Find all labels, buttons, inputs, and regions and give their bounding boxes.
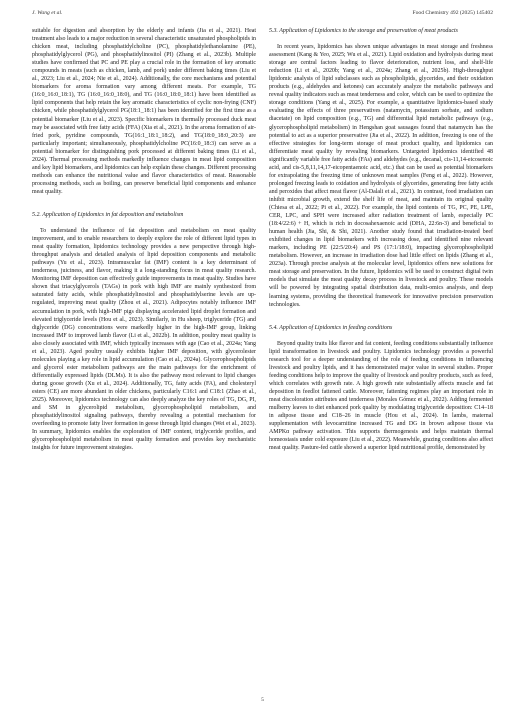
section-heading-5-3: 5.3. Application of Lipidomics to the storage and preservation of meat products <box>269 28 458 34</box>
paragraph: Beyond quality traits like flavor and fat content, feeding conditions substantially influence lipid transformation in livestock and poultry. Lipidomics technology provides a powerful research tool for a deeper understanding of the role of feeding conditions in influencing livestock and poultry lipids, and it has demonstrated major value in several studies. Proper feeding conditions help to improve the quality of livestock and poultry products, such as feed, which correlates with growth rate. A high growth rate substantially affects muscle and fat deposition in feedlot fattened cattle. Moreover, fattening regimes play an important role in meat discoloration attributes and tenderness (Morales Gómez et al., 2022). Adding fermented mulberry leaves to diet enhanced pork quality by modulating triglyceride deposition: C14–18 in adipose tissue and C18–26 in muscle (Hou et al., 2024). In lambs, maternal supplementation with levocarnitine increased TG and DG in brown adipose tissue via AMPKα pathway activation. This supports thermogenesis and helps maintain thermal homeostasis under cold exposure (Liu et al., 2022). Meanwhile, grazing conditions also affect meat quality. Pasture-fed cattle showed a superior lipid nutritional profile, demonstrated by <box>269 340 493 452</box>
right-column <box>269 27 493 452</box>
header-authors: J. Wang et al. <box>32 10 63 16</box>
header-journal: Food Chemistry 492 (2025) 145402 <box>412 10 493 16</box>
left-column <box>32 27 256 452</box>
paragraph: In recent years, lipidomics has shown unique advantages in meat storage and freshness assessment (Kang & Yeo, 2025; Wu et al., 2021). Lipid oxidation and hydrolysis during meat storage are central factors leading to flavor deterioration, nutrient loss, and shelf-life reduction (Li et al., 2020b; Yang et al., 2024a; Zhang et al., 2025b). High-throughput lipidomic analysis of lipid subclasses such as phospholipids, glycerides, and their oxidation products (e.g., aldehydes and ketones) can accurately analyze the metabolic pathways and reveal quality indicators such as meat tenderness and color, which can be used to optimize the storage conditions (Yang et al., 2025). For example, a quantitative lipidomics-based study evaluating the effects of three preservatives (natamycin, potassium sorbate, and sodium diacetate) on lipid composition (e.g., TG) and differential lipid metabolic pathways (e.g., glycerophospholipid metabolism) in Hengshan goat sausages found that natamycin has the potential to act as a superior preservative (Jia et al., 2022). In addition, freezing is one of the effective strategies for long-term storage of meat product quality, and lipidomics can differentiate meat quality by revealing biomarkers. Untargeted lipidomics identified 48 significantly variable free fatty acids (FAs) and aldehydes (e.g., decanal, cis-11,14-eicosenoic acid, and cis-5,8,11,14,17-eicopentaenoic acid, etc.) that can be used as potential biomarkers for extrapolating the freezing time of unknown meat samples (Feng et al., 2022). However, prolonged freezing leads to oxidation and hydrolysis of glycerides, generating free fatty acids and peroxides that affect meat flavor (Al-Dalali et al., 2021). In contrast, food irradiation can inhibit microbial growth, extend the shelf life of meat, and maintain its original quality (Chiesa et al., 2022; Pi et al., 2022). For example, the lipid contents of TG, PC, PE, LPE, CER, LPC, and SPH were increased after radiation treatment of lamb, especially PC (18:4/22:6) + H, which is rich in docosahexaenoic acid (DHA, 22:6n-3) and beneficial to human health (Jia, Shi, & Shi, 2021). Another study found that irradiation-treated beef exhibited changes in lipid biomarkers with increasing dose, and identified nine relevant markers, including PE (22:5/20:4) and PS (17:1/18:0), impacting glycerophospholipid metabolism. However, an increase in irradiation dose had little effect on lipids (Zhang et al., 2023a). Through precise analysis at the molecular level, lipidomics offers new solutions for meat storage and preservation. In the future, lipidomics will be used to construct digital twin models that simulate the meat quality decay process in livestock and poultry. These models will be powered by integrating spatial distribution data, multi-omics analysis, and deep learning systems, providing the theoretical framework for innovative precision preservation technologies. <box>269 44 493 308</box>
paragraph: To understand the influence of fat deposition and metabolism on meat quality improvement, and to enable researchers to deeply explore the role of different lipid types in meat quality formation, lipidomics technology provides a new perspective through high-throughput analysis and detailed analysis of lipid deposition components and metabolic pathways (Yu et al., 2023). Intramuscular fat (IMF) content is a key determinant of tenderness, juiciness, and flavor, making it a long-standing focus in meat quality research. Monitoring IMF deposition can effectively guide improvements in meat quality. Studies have shown that triacylglycerols (TAGs) in pork with high IMF are mainly synthesized from saturated fatty acids, while phosphatidylinositol and phosphatidylserine levels are up-regulated, improving meat quality (Zhou et al., 2021). Adipocytes notably influence IMF accumulation in pork, with high-IMF pigs displaying accelerated lipid droplet formation and elevated triglyceride levels (Hou et al., 2023). Similarly, in Hu sheep, triglyceride (TG) and diglyceride (DG) concentrations were markedly higher in the high-IMF group, linking increased IMF to improved lamb flavor (Li et al., 2022b). In addition, poultry meat quality is also closely associated with IMF, which typically increases with age (Cao et al., 2024a; Yang et al., 2023). Aged poultry usually exhibits higher IMF deposition, with glycerolester molecules playing a key role in lipid accumulation (Cao et al., 2024a). Glycerophospholipids and glycerol ester metabolism pathways are the main pathways for the enrichment of differentially expressed lipids (DLMs). It is also the pathway most relevant to lipid changes during goose growth (Xu et al., 2024). Additionally, TG, fatty acids (FA), and cholesteryl esters (CE) are more abundant in older chickens, particularly C16:1 and C18:1 (Zhao et al., 2025). Moreover, lipidomics technology can also deeply analyze the key roles of TG, DG, PI, and SM in glycerolipid metabolism, glycerophospholipid metabolism, and phosphatidylinositol signaling pathways, thereby revealing a potential mechanism for overfeeding to promote fatty liver formation in geese through lipid changes (Wei et al., 2023). In summary, lipidomics enables the exploration of IMF content, triglyceride profiles, and glycerophospholipid metabolism in meat quality formation and provides key mechanistic insights for future improvement strategies. <box>32 228 256 452</box>
paragraph: suitable for digestion and absorption by the elderly and infants (Jia et al., 2021). Heat treatment also leads to a major reduction in several characteristic unsaturated phospholipids in chicken meat, including phosphatidylcholine (PC), phosphatidylethanolamine (PE), phosphatidylglycerol (PG), and phosphatidylinositol (PI) (Zhang et al., 2023b). Multiple studies have confirmed that PC and PE play a crucial role in the formation of key aromatic compounds in meats (such as chicken, lamb, and pork) under different baking times (Liu et al., 2023; Liu et al., 2024; Nie et al., 2024). Additionally, the core mechanisms and potential biomarkers for aroma formation vary among different meats. For example, TG (16:0_16:0_18:1), TG (16:0_16:0_18:0), and TG (16:0_18:0_18:1) have been identified as lipid components that help retain the key aromatic characteristics of cyclic non-frying (CNF) chicken, while phosphatidylglycerol PG(18:1_18:1) has been identified for the first time as a potential biomarker (Liu et al., 2023). Specific biomarkers in thermally processed duck meat may be associated with free fatty acids (FFA) (Xia et al., 2021). In the aroma formation of air-fried pork, pyridine compounds, TG(16:1_18:1_18:2), and TG(18:0_18:0_20:3) are particularly important; simultaneously, phosphatidylcholine PC(16:0_18:3) can serve as a potential biomarker for distinguishing pork processed at different baking times (Li et al., 2024). Thermal processing methods markedly influence changes in meat lipid composition and key lipid biomarkers, and lipidomics can help explain these changes. Different processing methods can enhance the nutritional value and flavor characteristics of meat. Reasonable processing methods, such as boiling, can preserve beneficial lipid components and enhance meat quality. <box>32 28 256 195</box>
section-heading-5-2: 5.2. Application of Lipidomics in fat deposition and metabolism <box>32 211 184 218</box>
section-heading-5-4: 5.4. Application of Lipidomics in feeding conditions <box>269 324 393 331</box>
page-number: 5 <box>261 697 264 703</box>
running-header <box>32 10 493 16</box>
